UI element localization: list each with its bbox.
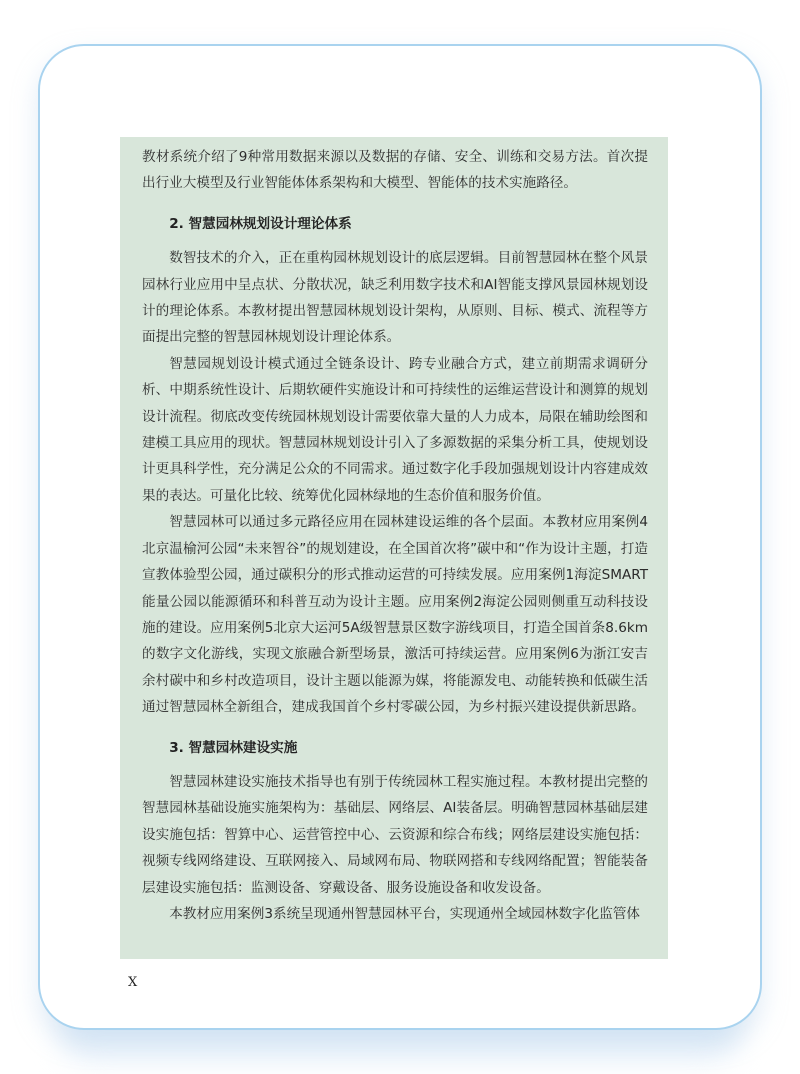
section-heading-2: 2. 智慧园林规划设计理论体系: [169, 215, 352, 232]
page-number: X: [128, 975, 138, 990]
paragraph-4: 智慧园林建设实施技术指导也有别于传统园林工程实施过程。本教材提出完整的智慧园林基础设施实施架构为：基础层、网络层、AI装备层。明确智慧园林基础层建设实施包括：智算中心、运营管控中心、云资源和综合布线；网络层建设实施包括：视频专线网络建设、互联网接入、局域网布局、物联网搭和专线网络配置；智能装备层建设实施包括：监测设备、穿戴设备、服务设施设备和收发设备。: [142, 773, 648, 896]
paragraph-3: 智慧园林可以通过多元路径应用在园林建设运维的各个层面。本教材应用案例4北京温榆河公园“未来智谷”的规划建设，在全国首次将”碳中和“作为设计主题，打造宣教体验型公园，通过碳积分的形式推动运营的可持续发展。应用案例1海淀SMART能量公园以能源循环和科普互动为设计主题。应用案例2海淀公园则侧重互动科技设施的建设。应用案例5北京大运河5A级智慧景区数字游线项目，打造全国首条8.6km的数字文化游线，实现文旅融合新型场景，激活可持续运营。应用案例6为浙江安吉余村碳中和乡村改造项目，设计主题以能源为媒，将能源发电、动能转换和低碳生活通过智慧园林全新组合，建成我国首个乡村零碳公园，为乡村振兴建设提供新思路。: [142, 514, 648, 716]
paragraph-5: 本教材应用案例3系统呈现通州智慧园林平台，实现通州全域园林数字化监管体: [169, 905, 641, 922]
text-flow: [142, 144, 648, 927]
content-panel: [120, 137, 668, 959]
section-heading-3: 3. 智慧园林建设实施: [169, 739, 298, 756]
paragraph-2: 智慧园规划设计模式通过全链条设计、跨专业融合方式，建立前期需求调研分析、中期系统性设计、后期软硬件实施设计和可持续性的运维运营设计和测算的规划设计流程。彻底改变传统园林规划设计需要依靠大量的人力成本，局限在辅助绘图和建模工具应用的现状。智慧园林规划设计引入了多源数据的采集分析工具，使规划设计更具科学性，充分满足公众的不同需求。通过数字化手段加强规划设计内容建成效果的表达。可量化比较、统筹优化园林绿地的生态价值和服务价值。: [142, 355, 648, 504]
paragraph-1: 数智技术的介入，正在重构园林规划设计的底层逻辑。目前智慧园林在整个风景园林行业应用中呈点状、分散状况，缺乏利用数字技术和AI智能支撑风景园林规划设计的理论体系。本教材提出智慧园林规划设计架构，从原则、目标、模式、流程等方面提出完整的智慧园林规划设计理论体系。: [142, 250, 648, 346]
paragraph-intro: 教材系统介绍了9种常用数据来源以及数据的存储、安全、训练和交易方法。首次提出行业大模型及行业智能体体系架构和大模型、智能体的技术实施路径。: [142, 149, 648, 192]
